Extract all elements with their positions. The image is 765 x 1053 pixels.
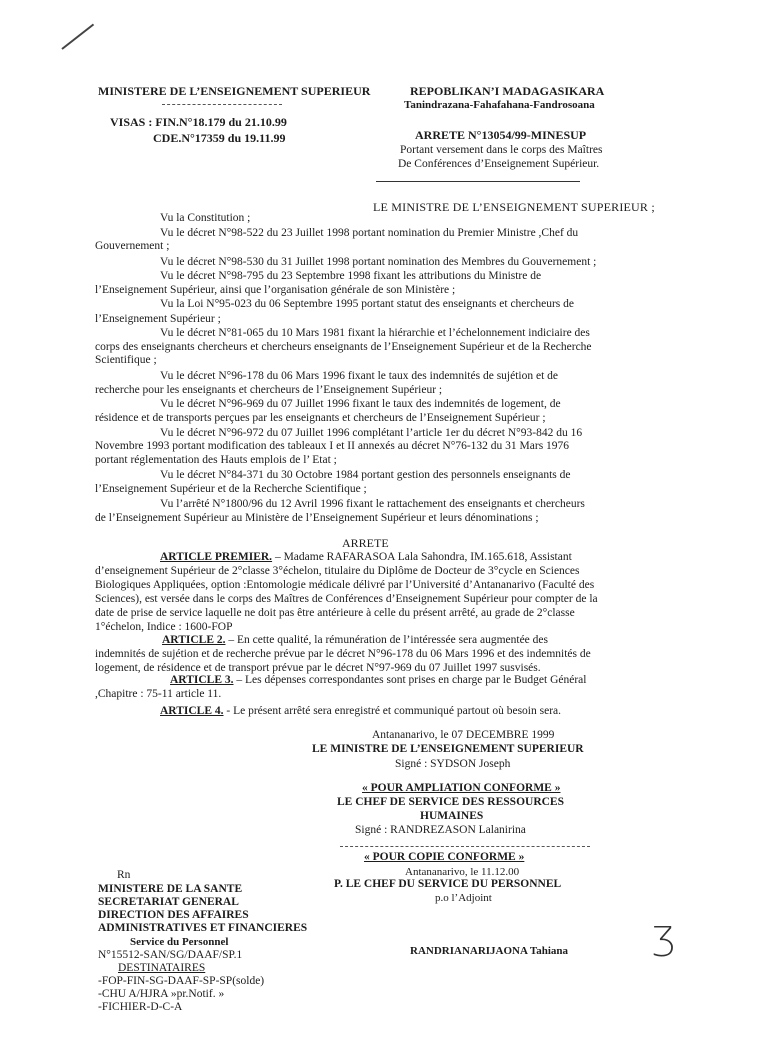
footer-ref: N°15512-SAN/SG/DAAF/SP.1 (98, 949, 243, 961)
visa-line: l’Enseignement Supérieur ; (95, 313, 221, 325)
article-text-line: Sciences), est versée dans le corps des Maîtres de Conférences d’Enseignement Supérieur pour compter de la (95, 593, 598, 605)
article-heading-line (170, 674, 586, 686)
visa-line: Scientifique ; (95, 354, 157, 366)
footer-dest-title: DESTINATAIRES (118, 962, 206, 974)
visa-line: Vu le décret N°98-530 du 31 Juillet 1998 portant nomination des Membres du Gouvernement ; (160, 256, 597, 268)
article-text-line: indemnités de sujétion et de recherche prévue par le décret N°96-178 du 06 Mars 1996 et des indemnités de (95, 648, 591, 660)
ministry-header: MINISTERE DE L’ENSEIGNEMENT SUPERIEUR (98, 84, 371, 98)
arrete-heading: ARRETE (342, 536, 389, 550)
footer-dest-1: -FOP-FIN-SG-DAAF-SP-SP(solde) (98, 975, 265, 987)
footer-rn: Rn (117, 869, 131, 881)
visa-line: Vu le décret N°81-065 du 10 Mars 1981 fixant la hiérarchie et l’échelonnement indiciaire des (160, 327, 590, 339)
visa-line: Vu le décret N°96-178 du 06 Mars 1996 fixant le taux des indemnités de sujétion et de (160, 370, 559, 382)
article-label: ARTICLE 3. (170, 674, 234, 686)
article-text-line: d’enseignement Supérieur de 2°classe 3°échelon, titulaire du Diplôme de Docteur de 3°cycle en Sciences (95, 565, 580, 577)
article-label: ARTICLE 2. (162, 634, 226, 646)
copie-signatory-name: RANDRIANARIJAONA Tahiana (410, 945, 569, 957)
copie-chief: P. LE CHEF DU SERVICE DU PERSONNEL (334, 878, 562, 890)
ampliation-divider (340, 846, 590, 847)
ampliation-chief-line1: LE CHEF DE SERVICE DES RESSOURCES (337, 796, 564, 808)
footer-ministry: MINISTERE DE LA SANTE (98, 883, 243, 895)
header-rule (376, 181, 580, 182)
footer-direction: DIRECTION DES AFFAIRES (98, 909, 249, 921)
visa-line: Vu le décret N°96-972 du 07 Juillet 1996 complétant l’article 1er du décret N°93-842 du 16 (160, 427, 583, 439)
visa-line: résidence et de transports perçues par les enseignants et chercheurs de l’Enseignement Supérieur ; (95, 412, 546, 424)
visa-line: Novembre 1993 portant modification des tableaux I et II annexés au décret N°76-132 du 31 Mars 1976 (95, 440, 570, 452)
article-text-line: logement, de résidence et de transport prévue par le décret N°97-969 du 07 Juillet 1997 susvisés. (95, 662, 541, 674)
signature-place-date: Antananarivo, le 07 DECEMBRE 1999 (372, 729, 555, 741)
country-name: REPOBLIKAN’I MADAGASIKARA (410, 84, 605, 98)
visa-line: Vu le décret N°98-522 du 23 Juillet 1998 portant nomination du Premier Ministre ,Chef du (160, 227, 579, 239)
visa-line: recherche pour les enseignants et chercheurs de l’Enseignement Supérieur ; (95, 384, 443, 396)
handwritten-mark: ʒ (652, 912, 676, 958)
article-heading-line (160, 705, 561, 717)
footer-dest-2: -CHU A/HJRA »pr.Notif. » (98, 988, 225, 1000)
article-text: - Le présent arrêté sera enregistré et communiqué partout où besoin sera. (223, 705, 562, 717)
visa-line: Vu la Constitution ; (160, 212, 251, 224)
article-label: ARTICLE 4. (160, 705, 224, 717)
visa-line: de l’Enseignement Supérieur au Ministère de l’Enseignement Supérieur et leurs dénominations ; (95, 512, 539, 524)
visa-line: Vu le décret N°98-795 du 23 Septembre 1998 fixant les attributions du Ministre de (160, 270, 542, 282)
country-motto: Tanindrazana-Fahafahana-Fandrosoana (404, 99, 595, 111)
article-text-line: Biologiques Appliquées, option :Entomologie médicale délivré par l’Université d’Antananarivo (Faculté des (95, 579, 595, 591)
visa-line: l’Enseignement Supérieur et de la Recherche Scientifique ; (95, 483, 367, 495)
visa-line: Vu le décret N°96-969 du 07 Juillet 1996 fixant le taux des indemnités de logement, de (160, 398, 561, 410)
visa-line: Vu l’arrêté N°1800/96 du 12 Avril 1996 fixant le rattachement des enseignants et chercheurs (160, 498, 585, 510)
arrete-object-line1: Portant versement dans le corps des Maîtres (400, 144, 603, 156)
ampliation-signed: Signé : RANDREZASON Lalanirina (355, 824, 526, 836)
visa-line: Vu la Loi N°95-023 du 06 Septembre 1995 portant statut des enseignants et chercheurs de (160, 298, 574, 310)
article-text: – En cette qualité, la rémunération de l’intéressée sera augmentée des (225, 634, 548, 646)
visa-line: corps des enseignants chercheurs et chercheurs enseignants de l’Enseignement Supérieur et de la Recherche (95, 341, 592, 353)
visa-line: Vu le décret N°84-371 du 30 Octobre 1984 portant gestion des personnels enseignants de (160, 469, 571, 481)
visa-line: portant réglementation des Hauts emplois de l’ Etat ; (95, 454, 337, 466)
copie-adjoint: p.o l’Adjoint (435, 892, 492, 904)
copie-place-date: Antananarivo, le 11.12.00 (405, 866, 520, 878)
signature-minister: LE MINISTRE DE L’ENSEIGNEMENT SUPERIEUR (312, 743, 584, 755)
visa-line: Gouvernement ; (95, 240, 170, 252)
visas-fin: VISAS : FIN.N°18.179 du 21.10.99 (110, 115, 287, 129)
ampliation-title: « POUR AMPLIATION CONFORME » (362, 782, 561, 794)
article-label: ARTICLE PREMIER. (160, 551, 273, 563)
arrete-number: ARRETE N°13054/99-MINESUP (415, 128, 587, 142)
article-text-line: ,Chapitre : 75-11 article 11. (95, 688, 222, 700)
pen-stroke-mark (61, 24, 94, 50)
copie-title: « POUR COPIE CONFORME » (364, 851, 525, 863)
article-text: – Madame RAFARASOA Lala Sahondra, IM.165.618, Assistant (272, 551, 572, 563)
footer-secretariat: SECRETARIAT GENERAL (98, 896, 239, 908)
footer-service: Service du Personnel (130, 936, 229, 948)
visas-cde: CDE.N°17359 du 19.11.99 (153, 131, 286, 145)
footer-admin: ADMINISTRATIVES ET FINANCIERES (98, 922, 308, 934)
article-text-line: 1°échelon, Indice : 1600-FOP (95, 621, 233, 633)
article-text: – Les dépenses correspondantes sont prises en charge par le Budget Général (233, 674, 587, 686)
signature-signed: Signé : SYDSON Joseph (395, 758, 511, 770)
visa-line: l’Enseignement Supérieur, ainsi que l’organisation générale de son Ministère ; (95, 284, 456, 296)
article-heading-line (162, 634, 548, 646)
arrete-object-line2: De Conférences d’Enseignement Supérieur. (398, 158, 600, 170)
footer-dest-3: -FICHIER-D-C-A (98, 1001, 183, 1013)
minister-title: LE MINISTRE DE L’ENSEIGNEMENT SUPERIEUR ; (373, 200, 655, 214)
ministry-divider (162, 104, 282, 105)
article-text-line: date de prise de service laquelle ne doit pas être antérieure à celle du présent arrêté, au grade de 2°classe (95, 607, 575, 619)
article-heading-line (160, 551, 572, 563)
ampliation-chief-line2: HUMAINES (420, 810, 484, 822)
